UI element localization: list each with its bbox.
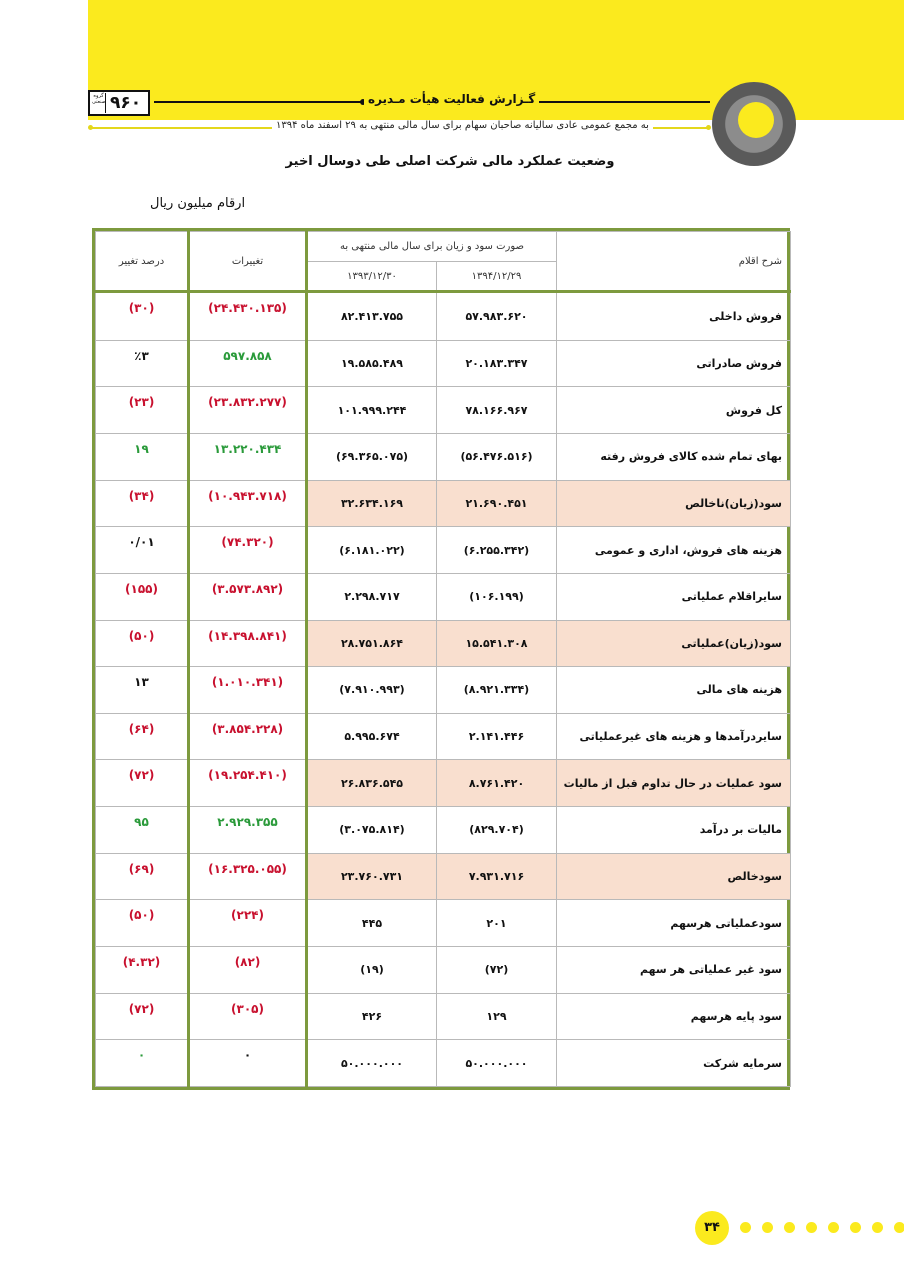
subheader-rule-dot — [88, 125, 93, 130]
row-value-1393: (۶.۱۸۱.۰۲۲) — [307, 527, 437, 574]
row-value-1394: (۱۰۶.۱۹۹) — [437, 573, 557, 620]
row-description: سایراقلام عملیاتی — [557, 573, 791, 620]
row-value-1394: (۵۶.۴۷۶.۵۱۶) — [437, 433, 557, 480]
footer-dot — [872, 1222, 883, 1233]
row-percent-change: ۹۵ — [96, 807, 189, 854]
footer-dot — [828, 1222, 839, 1233]
row-change: ۲.۹۲۹.۳۵۵ — [189, 807, 307, 854]
row-value-1394: ۲۰۱ — [437, 900, 557, 947]
row-percent-change: ۰/۰۱ — [96, 527, 189, 574]
row-percent-change: (۲۳) — [96, 387, 189, 434]
row-value-1394: (۶.۲۵۵.۳۴۲) — [437, 527, 557, 574]
table-row — [96, 667, 791, 714]
report-title: گـزارش فعالیت هیأت مـدیره — [364, 92, 539, 106]
table-row — [96, 387, 791, 434]
row-change: (۳.۵۷۳.۸۹۲) — [189, 573, 307, 620]
financial-table — [92, 228, 790, 1090]
row-percent-change: (۵۰) — [96, 620, 189, 667]
header-year-1393: ۱۳۹۳/۱۲/۳۰ — [307, 262, 437, 292]
disc-center-decoration — [738, 102, 774, 138]
header-description: شرح اقلام — [557, 232, 791, 292]
footer-dot — [740, 1222, 751, 1233]
row-description: سرمایه شرکت — [557, 1040, 791, 1087]
row-value-1394: ۲۰.۱۸۳.۳۴۷ — [437, 340, 557, 387]
row-description: سود عملیات در حال تداوم قبل از مالیات — [557, 760, 791, 807]
row-percent-change: (۷۲) — [96, 760, 189, 807]
row-value-1394: ۵۷.۹۸۳.۶۲۰ — [437, 292, 557, 341]
row-change: ۵۹۷.۸۵۸ — [189, 340, 307, 387]
row-percent-change: (۳۴) — [96, 480, 189, 527]
row-value-1394: ۲.۱۴۱.۴۴۶ — [437, 713, 557, 760]
table-row — [96, 573, 791, 620]
logo-subtitle: گروه صنعتی — [92, 93, 106, 113]
row-value-1393: ۸۲.۴۱۳.۷۵۵ — [307, 292, 437, 341]
row-value-1394: ۱۲۹ — [437, 993, 557, 1040]
row-percent-change: (۶۴) — [96, 713, 189, 760]
row-value-1393: ۵۰.۰۰۰.۰۰۰ — [307, 1040, 437, 1087]
row-value-1394: ۲۱.۶۹۰.۴۵۱ — [437, 480, 557, 527]
table-row — [96, 292, 791, 341]
row-value-1393: ۲۳.۷۶۰.۷۳۱ — [307, 853, 437, 900]
table-row — [96, 993, 791, 1040]
row-change: ۰ — [189, 1040, 307, 1087]
row-value-1394: (۸۲۹.۷۰۴) — [437, 807, 557, 854]
footer-dot — [894, 1222, 904, 1233]
row-percent-change: (۵۰) — [96, 900, 189, 947]
row-value-1393: ۱۹.۵۸۵.۴۸۹ — [307, 340, 437, 387]
row-percent-change: (۴.۳۲) — [96, 947, 189, 994]
row-description: سایردرآمدها و هزینه های غیرعملیاتی — [557, 713, 791, 760]
row-value-1393: (۱۹) — [307, 947, 437, 994]
row-value-1393: ۵.۹۹۵.۶۷۴ — [307, 713, 437, 760]
row-value-1394: ۸.۷۶۱.۴۲۰ — [437, 760, 557, 807]
row-percent-change: (۷۲) — [96, 993, 189, 1040]
table-row — [96, 1040, 791, 1087]
table-row — [96, 527, 791, 574]
row-change: (۱۴.۳۹۸.۸۴۱) — [189, 620, 307, 667]
row-value-1394: ۷.۹۳۱.۷۱۶ — [437, 853, 557, 900]
row-value-1394: (۸.۹۲۱.۳۳۴) — [437, 667, 557, 714]
table-row — [96, 900, 791, 947]
row-value-1393: ۴۲۶ — [307, 993, 437, 1040]
row-description: سود(زیان)ناخالص — [557, 480, 791, 527]
row-value-1393: ۲۸.۷۵۱.۸۶۴ — [307, 620, 437, 667]
row-change: (۱.۰۱۰.۳۴۱) — [189, 667, 307, 714]
row-description: کل فروش — [557, 387, 791, 434]
row-change: (۱۰.۹۴۳.۷۱۸) — [189, 480, 307, 527]
footer-dot — [850, 1222, 861, 1233]
table-row — [96, 480, 791, 527]
row-value-1394: ۵۰.۰۰۰.۰۰۰ — [437, 1040, 557, 1087]
report-subtitle: به مجمع عمومی عادی سالیانه صاحبان سهام برای سال مالی منتهی به ۲۹ اسفند ماه ۱۳۹۴ — [272, 120, 653, 131]
row-change: (۳۰۵) — [189, 993, 307, 1040]
row-description: فروش صادراتی — [557, 340, 791, 387]
row-value-1393: ۴۴۵ — [307, 900, 437, 947]
logo-wordmark: ۹۶۰ — [110, 93, 142, 113]
table-row — [96, 713, 791, 760]
row-description: سودخالص — [557, 853, 791, 900]
row-percent-change: ۱۹ — [96, 433, 189, 480]
row-change: (۲۴.۴۳۰.۱۳۵) — [189, 292, 307, 341]
row-value-1393: ۳۲.۶۳۴.۱۶۹ — [307, 480, 437, 527]
company-logo — [88, 90, 150, 116]
row-change: (۳.۸۵۴.۲۲۸) — [189, 713, 307, 760]
row-value-1393: (۶۹.۳۶۵.۰۷۵) — [307, 433, 437, 480]
row-change: (۱۹.۲۵۴.۴۱۰) — [189, 760, 307, 807]
row-value-1393: (۳.۰۷۵.۸۱۴) — [307, 807, 437, 854]
header-year-1394: ۱۳۹۴/۱۲/۲۹ — [437, 262, 557, 292]
row-description: مالیات بر درآمد — [557, 807, 791, 854]
table-body — [96, 292, 791, 1087]
row-change: (۱۶.۳۲۵.۰۵۵) — [189, 853, 307, 900]
table-row — [96, 947, 791, 994]
row-percent-change: ۱۳ — [96, 667, 189, 714]
table-row — [96, 620, 791, 667]
footer-dot — [762, 1222, 773, 1233]
row-change: (۷۴.۳۲۰) — [189, 527, 307, 574]
table-row — [96, 433, 791, 480]
row-percent-change: (۶۹) — [96, 853, 189, 900]
row-change: (۲۲۴) — [189, 900, 307, 947]
table-row — [96, 807, 791, 854]
header-changes: تغییرات — [189, 232, 307, 292]
row-percent-change: ٪۳ — [96, 340, 189, 387]
row-value-1393: (۷.۹۱۰.۹۹۳) — [307, 667, 437, 714]
row-value-1394: (۷۲) — [437, 947, 557, 994]
row-percent-change: (۳۰) — [96, 292, 189, 341]
row-percent-change: (۱۵۵) — [96, 573, 189, 620]
page-number: ۳۴ — [695, 1211, 729, 1245]
table-row — [96, 853, 791, 900]
row-value-1393: ۲.۲۹۸.۷۱۷ — [307, 573, 437, 620]
row-value-1394: ۷۸.۱۶۶.۹۶۷ — [437, 387, 557, 434]
footer-dot — [806, 1222, 817, 1233]
units-note: ارقام میلیون ریال — [150, 196, 246, 211]
row-change: (۸۲) — [189, 947, 307, 994]
row-description: هزینه های فروش، اداری و عمومی — [557, 527, 791, 574]
row-description: سود(زیان)عملیاتی — [557, 620, 791, 667]
table-row — [96, 760, 791, 807]
header-percent-change: درصد تغییر — [96, 232, 189, 292]
row-description: فروش داخلی — [557, 292, 791, 341]
row-change: ۱۳.۲۲۰.۴۳۴ — [189, 433, 307, 480]
row-percent-change: ۰ — [96, 1040, 189, 1087]
page-title: وضعیت عملکرد مالی شرکت اصلی طی دوسال اخیر — [285, 154, 615, 169]
row-change: (۲۳.۸۳۲.۲۷۷) — [189, 387, 307, 434]
row-description: سود غیر عملیاتی هر سهم — [557, 947, 791, 994]
row-value-1393: ۲۶.۸۳۶.۵۴۵ — [307, 760, 437, 807]
row-value-1394: ۱۵.۵۴۱.۳۰۸ — [437, 620, 557, 667]
row-description: سود پایه هرسهم — [557, 993, 791, 1040]
row-description: بهای تمام شده کالای فروش رفته — [557, 433, 791, 480]
row-description: هزینه های مالی — [557, 667, 791, 714]
row-description: سودعملیاتی هرسهم — [557, 900, 791, 947]
row-value-1393: ۱۰۱.۹۹۹.۲۴۴ — [307, 387, 437, 434]
subheader-rule-dot — [706, 125, 711, 130]
table-row — [96, 340, 791, 387]
footer-dot — [784, 1222, 795, 1233]
header-period-group: صورت سود و زیان برای سال مالی منتهی به — [307, 232, 557, 262]
